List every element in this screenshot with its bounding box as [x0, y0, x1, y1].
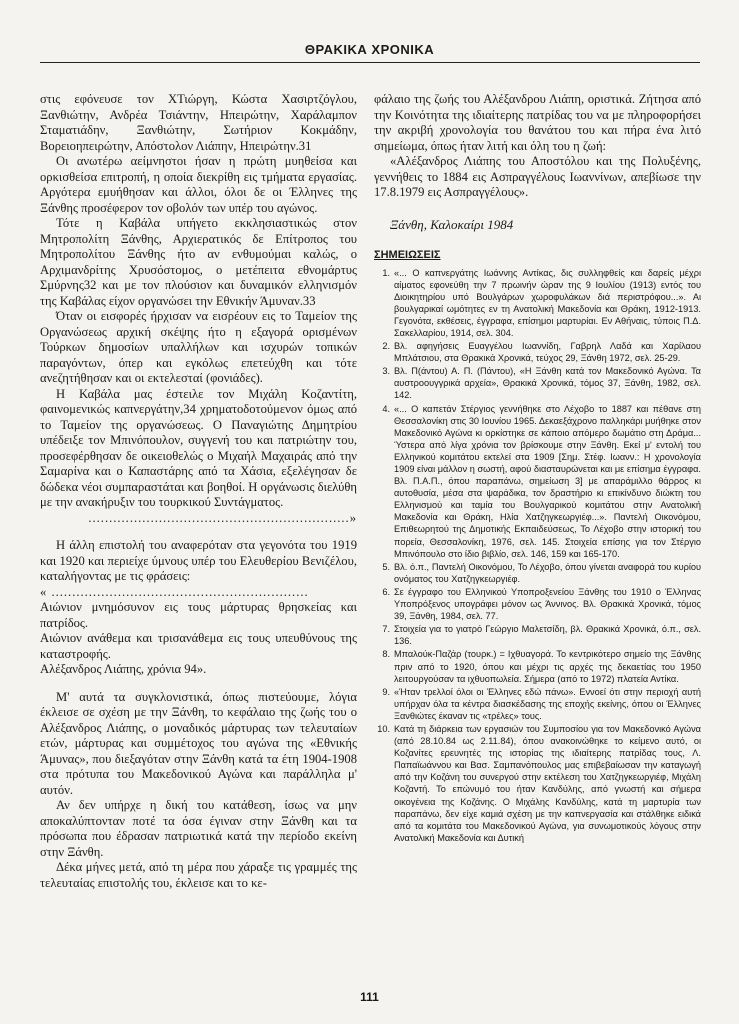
footnote-text: Βλ. ό.π., Παντελή Οικονόμου, Το Λέχοβο, όπου γίνεται αναφορά του κυρίου ονόματος του Χατζηγκεωργιέφ.	[394, 561, 701, 584]
right-column	[374, 92, 701, 845]
ellipsis-separator: « ..............................................................	[40, 584, 309, 599]
footnote-number: 4.	[382, 403, 390, 414]
paragraph: Τότε η Καβάλα υπήγετο εκκλησιαστικώς στον Μητροπολίτη Ξάνθης, Αρχιερατικός δε Επίτροπος του Μητροπολίτου Ξάνθης ήτο αν ενθυμούμαι καλώς, ο Αρχιμανδρίτης Χρυσόστομος, ο μετέπειτα εθνομάρτυς Σμύρνης32 και με τον πλούσιον και δυναμικόν ελληνισμόν της Καβάλας είχον οργανώσει την Εθνικήν Άμυναν.33	[40, 216, 357, 308]
footnote	[374, 267, 701, 340]
footnote	[374, 623, 701, 647]
footnote-number: 9.	[382, 686, 390, 697]
footnote-number: 2.	[382, 341, 390, 352]
paragraph: στις εφόνευσε τον ΧΤιώργη, Κώστα Χασιρτζόγλου, Ξανθιώτην, Ανδρέα Τσιάντην, Ηπειρώτην, Χαράλαμπον Σταματιάδην, Ξανθιώτην, Σωτήριον Κοκμάδην, Βορειοηπειρώτην, Απόστολον Λιάπην, Ηπειρώτην.31	[40, 92, 357, 153]
notes-list	[374, 267, 701, 844]
date-line: Ξάνθη, Καλοκαίρι 1984	[390, 216, 514, 232]
footnote-number: 6.	[382, 586, 390, 597]
footnote	[374, 723, 701, 844]
footnote-text: Κατά τη διάρκεια των εργασιών του Συμποσίου για τον Μακεδονικό Αγώνα (από 28.10.84 ως 2.11.84), όπου ανακοινώθηκε το κείμενο αυτό, οι Κοζανίτες ερευνητές της ιστορίας της ιδιαίτερης πατρίδας τους, Λ. Παπαϊωάννου και Βασ. Σαμπανόπουλος μας επιβεβαίωσαν την καταγωγή από την Κοζάνη του συνεργού στην εκτέλεση του Χατζηγκεωργιέφ, Μιχάλη Κοζαντή. Το επώνυμό του ήταν Κανδύλης, από γνωστή και σήμερα οικογένεια της Κοζάνης. Ο Μιχάλης Κανδύλης, κατά τη μαρτυρία των παραπάνω, δεν είχε καμιά σχέση με την καπνεργασία και στάλθηκε ειδικά από τα κομιτάτα του Μακεδονικού Αγώνα, για συνωμοτικούς λόγους στην Ανατολική Μακεδονία και Δυτική	[394, 723, 701, 843]
footnote	[374, 403, 701, 560]
paragraph: Αν δεν υπήρχε η δική του κατάθεση, ίσως να μην αποκαλύπτονταν ποτέ τα όσα έγιναν στην Ξάνθη και τα πρόσωπα που έδρασαν πατριωτικά κατά την περίοδο εκείνη στην Ξάνθη.	[40, 798, 357, 859]
paragraph: Η Καβάλα μας έστειλε τον Μιχάλη Κοζαντίτη, φαινομενικώς καπνεργάτην,34 χρηματοδοτούμενον όμως από το Ταμείον της οργανώσεως. Ο Παναγιώτης Δημητρίου υπέδειξε τον Μπινόπουλον, συγγενή του και πατριώτην του, προσεφέρθησαν δε οικειοθελώς ο Μιχαήλ Μαχαιράς από την Σαμαρίνα και ο Καπαστάρης από τα Χάσια, εξελέγησαν δε δώδεκα νέοι συμπαραστάται και βοηθοί. Η οργάνωσις διελύθη με την ανακήρυξιν του τουρκικού Συντάγματος.	[40, 386, 357, 509]
footnote-number: 3.	[382, 366, 390, 377]
quote-line: Αιώνιον ανάθεμα και τρισανάθεμα εις τους υπευθύνους της καταστροφής.	[40, 631, 357, 661]
footnote	[374, 340, 701, 364]
paragraph: Οι ανωτέρω αείμνηστοι ήσαν η πρώτη μυηθείσα και ορκισθείσα επιτροπή, η οποία διεκρίθη εις τμήματα εργασίας. Αργότερα εμυήθησαν και άλλοι, όλοι δε οι Έλληνες της Ξάνθης προσέφερον τον οβολόν των υπέρ του αγώνος.	[40, 154, 357, 215]
footnote-text: «... Ο καπνεργάτης Ιωάννης Αντίκας, δις συλληφθείς και δαρείς μέχρι αίματος εφονεύθη την 7 πρωινήν ώραν της 9 Ιουλίου (1913) εντός του Διοικητηρίου υπό Βουλγάρων χωροφυλάκων διά περιστρόφου...». Αι βουλγαρικαί ωμότητες εν τη Ανατολική Μακεδονία και Θράκη, 1912-1913. Γεγονότα, εκθέσεις, έγγραφα, επίσημοι μαρτυρίαι. Εν Αθήναις, τύποις Π.Δ. Σακελλαρίου, 1914, σελ. 304.	[394, 267, 701, 338]
footnote	[374, 561, 701, 585]
footnote	[374, 586, 701, 622]
notes-heading: ΣΗΜΕΙΩΣΕΙΣ	[374, 248, 441, 261]
paragraph: Η άλλη επιστολή του αναφερόταν στα γεγονότα του 1919 και 1920 και περιείχε ύμνους υπέρ του Ελευθερίου Βενιζέλου, καταλήγοντας με τις φράσεις:	[40, 538, 357, 583]
footnote-number: 8.	[382, 649, 390, 660]
footnote-number: 7.	[382, 624, 390, 635]
footnote-number: 10.	[377, 723, 390, 734]
footnote	[374, 648, 701, 684]
footnote-text: Βλ. Π(άντου) Α. Π. (Πάντου), «Η Ξάνθη κατά τον Μακεδονικό Αγώνα. Τα αυστροουγγρικά αρχεία», Θρακικά Χρονικά, τόμος 37, Ξάνθη, 1982, σελ. 142.	[394, 366, 701, 401]
death-record-quote: «Αλέξανδρος Λιάπης του Αποστόλου και της Πολυξένης, γεννήθεις το 1884 εις Ασπραγγέλους Ιωαννίνων, απεβίωσε την 17.8.1979 εις Ασπραγγέλους».	[374, 154, 701, 199]
header-rule	[40, 62, 700, 63]
footnote-text: «Ήταν τρελλοί όλοι οι Έλληνες εδώ πάνω». Εννοεί ότι στην περιοχή αυτή υπήρχαν όλα τα κέντρα διασκέδασης της εποχής εκείνης, όπου οι Έλληνες Ξανθιώτες έκαναν τις «τρέλες» τους.	[394, 686, 701, 721]
footnote-text: Στοιχεία για το γιατρό Γεώργιο Μαλετσίδη, βλ. Θρακικά Χρονικά, ό.π., σελ. 136.	[394, 624, 701, 647]
footnote-number: 1.	[382, 267, 390, 278]
quote-line: Αιώνιον μνημόσυνον εις τους μάρτυρας θρησκείας και πατρίδος.	[40, 600, 357, 630]
paragraph: Όταν οι εισφορές ήρχισαν να εισρέουν εις το Ταμείον της Οργανώσεως αρχική σκέψης ήτο η εξαγορά ορισμένων Τούρκων δημοσίων υπαλλήλων και ισχυρών τοπικών παραγόντων, όπερ και εγκόλως επετεύχθη και τότε ανεζητήθησαν και οι εκτελεσταί (φονιάδες).	[40, 309, 357, 385]
paragraph: φάλαιο της ζωής του Αλέξανδρου Λιάπη, οριστικά. Ζήτησα από την Κοινότητα της ιδιαίτερης πατρίδας του να με πληροφορήσει την ακριβή χρονολογία του θανάτου του και πήρα ένα λιτό σημείωμα, όπως ήταν λιτή και όλη του η ζωή:	[374, 92, 701, 153]
footnote-text: Μπαλούκ-Παζάρ (τουρκ.) = Ιχθυαγορά. Το κεντρικότερο σημείο της Ξάνθης πριν από το 1920, όπου και μέχρι τις αρχές της δεκαετίας του 1950 λειτουργούσαν τα ιχθυοπωλεία. Σήμερα (από το 1972) πλατεία Αντίκα.	[394, 649, 701, 684]
footnote-text: «... Ο καπετάν Στέργιος γεννήθηκε στο Λέχοβο το 1887 και πέθανε στη Θεσσαλονίκη στις 30 Ιουνίου 1965. Δεκαεξάχρονο παλληκάρι μυήθηκε στον Μακεδονικό Αγώνα κι ορκίστηκε σε κάποιο απόμερο δωμάτιο στη Δράμα... Ύστερα από λίγα χρόνια τον βρίσκουμε στην Ξάνθη. Εκεί μ' εντολή του Ελληνικού κομιτάτου εκτελεί στα 1909 [Σημ. Στέφ. Ιωανν.: Η χρονολογία 1909 είναι μάλλον η σωστή, αφού διασταυρώνεται και με επίσημα έγγραφα. Βλ. Π.Α.Π., όπου παραπάνω, σημείωση 3] με απαράμιλλο θάρρος κι αυτοθυσία, μέσα στα ψαράδικα, τον δραστήριο κι επικίνδυνο διώκτη του Ελληνισμού και ταμία του Βουλγαρικού κομιτάτου στην Ανατολική Μακεδονία και Θράκη, Ηλία Χατζηγκεωργιέφ...». Παντελή Οικονόμου, Επιθεωρητού της Δημοτικής Εκπαιδεύσεως, Το Λέχοβο στην ιστορική του πορεία, Θεσσαλονίκη, 1976, σελ. 145. Στοιχεία επίσης για τον Στέργιο Μπινόπουλο στο ίδιο βιβλίο, σελ. 146, 159 και 165-170.	[394, 403, 701, 559]
left-column	[40, 92, 357, 891]
footnote-text: Βλ. αφηγήσεις Ευαγγέλου Ιωαννίδη, Γαβρηλ Λαδά και Χαρίλαου Μπλάτσιου, στα Θρακικά Χρονικά, τεύχος 29, Ξάνθη 1972, σελ. 25-29.	[394, 341, 701, 364]
footnote-number: 5.	[382, 561, 390, 572]
footnote	[374, 365, 701, 401]
page-number: 111	[360, 990, 379, 1004]
footnote	[374, 686, 701, 722]
paragraph: Μ' αυτά τα συγκλονιστικά, όπως πιστεύουμε, λόγια έκλεισε σε σχέση με την Ξάνθη, το κεφάλαιο της ζωής του ο Αλέξανδρος Λιάπης, ο μοναδικός μάρτυρας των τελευταίων ετών, μάρτυρας και συμμέτοχος του αγώνα της «Εθνικής Άμυνας», που διεξαγόταν στην Ξάνθη κατά τα έτη 1904-1908 στα πρότυπα του Μακεδονικού Αγώνα και παράλληλα μ' αυτόν.	[40, 689, 357, 797]
quote-signature: Αλέξανδρος Λιάπης, χρόνια 94».	[40, 662, 207, 676]
paragraph: Δέκα μήνες μετά, από τη μέρα που χάραξε τις γραμμές της τελευταίας επιστολής του, έκλεισε και το κε-	[40, 860, 357, 890]
running-header: ΘΡΑΚΙΚΑ ΧΡΟΝΙΚΑ	[304, 42, 435, 57]
footnote-text: Σε έγγραφο του Ελληνικού Υποπροξενείου Ξάνθης του 1910 ο Έλληνας Υποπρόξενος υπογράφει μόνον ως Άννινος. Βλ. Θρακικά Χρονικά, τόμος 39, Ξάνθη, 1984, σελ. 77.	[394, 586, 701, 622]
ellipsis-separator: ...............................................................»	[88, 510, 357, 525]
